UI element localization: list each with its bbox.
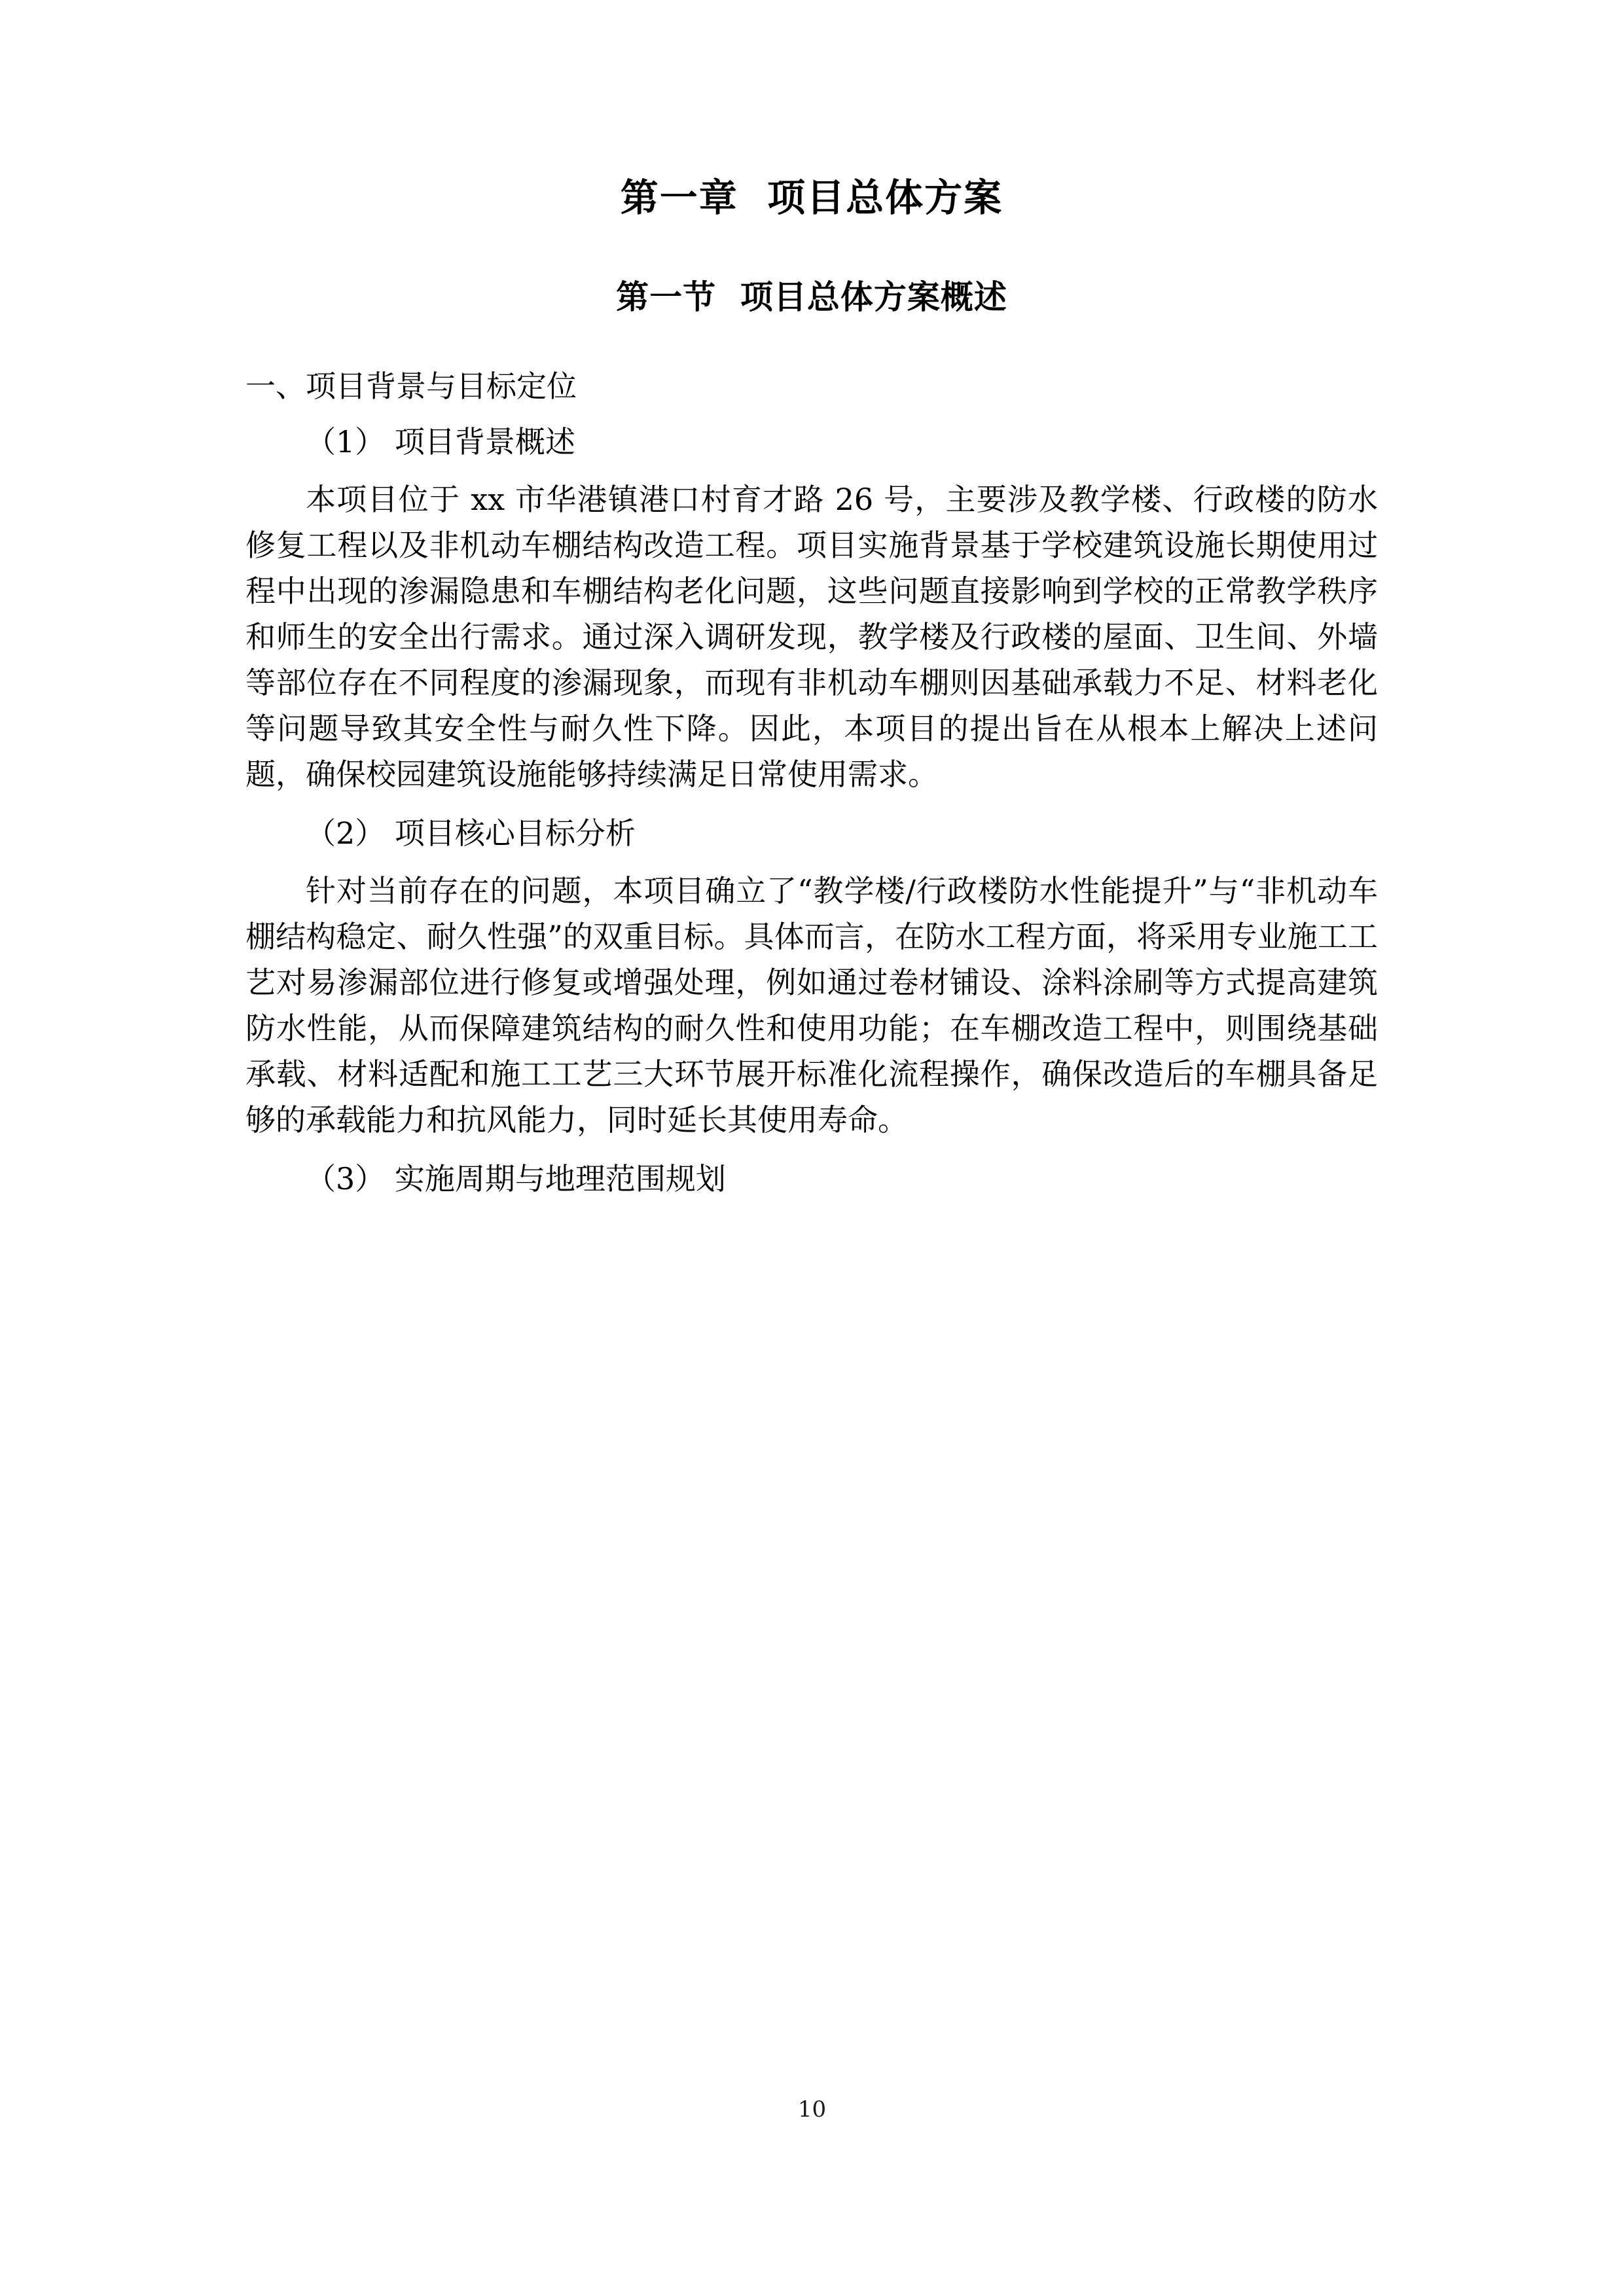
heading-core-objectives: （2） 项目核心目标分析: [306, 815, 636, 851]
page-content: [245, 0, 1378, 1198]
paragraph-objectives: 针对当前存在的问题，本项目确立了“教学楼/行政楼防水性能提升”与“非机动车棚结构稳定、耐久性强”的双重目标。具体而言，在防水工程方面，将采用专业施工工艺对易渗漏部位进行修复或增强处理，例如通过卷材铺设、涂料涂刷等方式提高建筑防水性能，从而保障建筑结构的耐久性和使用功能；在车棚改造工程中，则围绕基础承载、材料适配和施工工艺三大环节展开标准化流程操作，确保改造后的车棚具备足够的承载能力和抗风能力，同时延长其使用寿命。: [245, 872, 1378, 1138]
heading-background-overview: （1） 项目背景概述: [306, 423, 575, 459]
paragraph-background: 本项目位于 xx 市华港镇港口村育才路 26 号，主要涉及教学楼、行政楼的防水修复工程以及非机动车棚结构改造工程。项目实施背景基于学校建筑设施长期使用过程中出现的渗漏隐患和车棚结构老化问题，这些问题直接影响到学校的正常教学秩序和师生的安全出行需求。通过深入调研发现，教学楼及行政楼的屋面、卫生间、外墙等部位存在不同程度的渗漏现象，而现有非机动车棚则因基础承载力不足、材料老化等问题导致其安全性与耐久性下降。因此，本项目的提出旨在从根本上解决上述问题，确保校园建筑设施能够持续满足日常使用需求。: [245, 481, 1378, 792]
chapter-title: 第一章 项目总体方案: [620, 175, 1003, 220]
section-title: 第一节 项目总体方案概述: [616, 278, 1007, 317]
heading-schedule-and-scope: （3） 实施周期与地理范围规划: [306, 1160, 726, 1196]
page-number: 10: [797, 2096, 827, 2123]
heading-project-background-and-goals: 一、项目背景与目标定位: [245, 368, 577, 404]
